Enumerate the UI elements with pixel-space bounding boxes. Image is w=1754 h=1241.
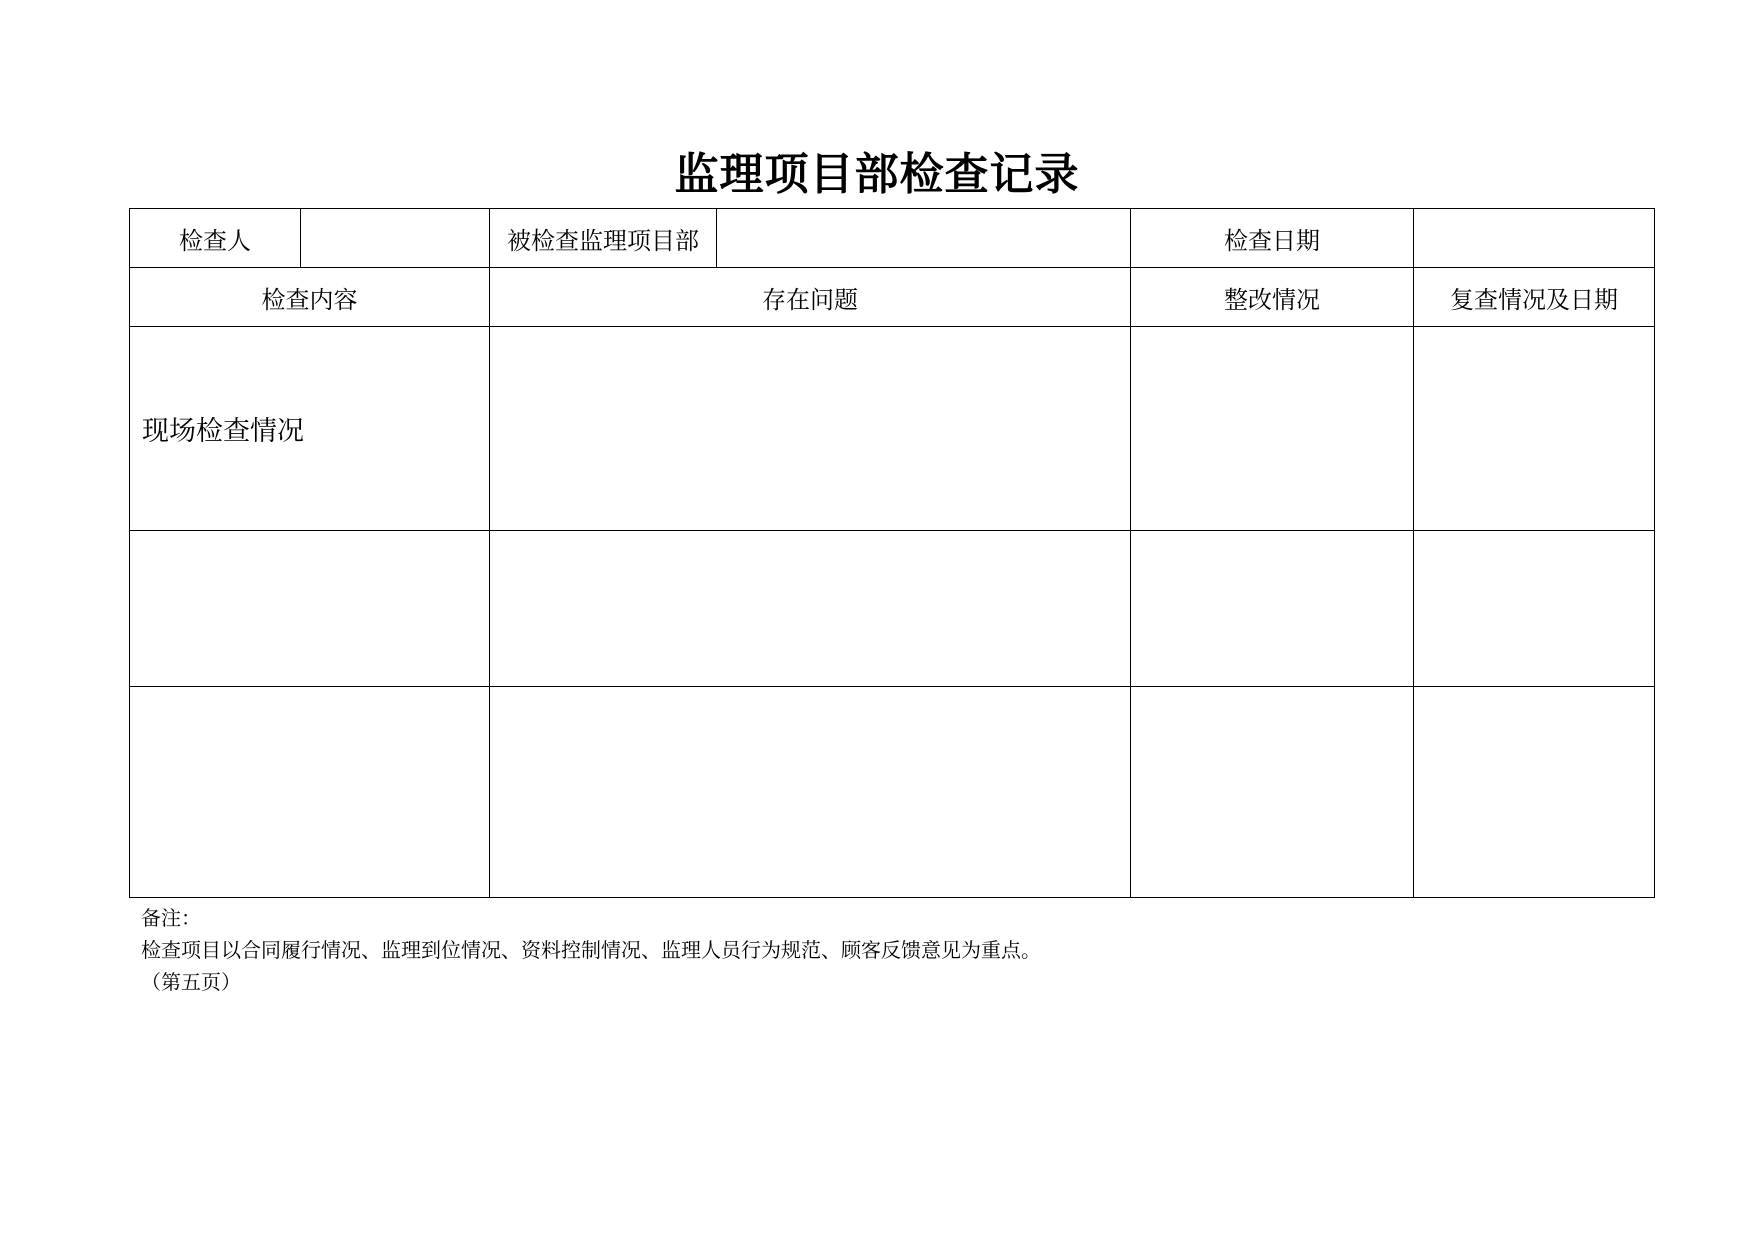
column-header-problems: 存在问题 <box>490 268 1131 327</box>
inspection-record-table <box>129 208 1655 898</box>
table-row <box>130 531 1655 687</box>
page-number: （第五页） <box>141 970 241 994</box>
row-content-cell[interactable] <box>130 687 490 898</box>
inspector-label: 检查人 <box>130 209 301 268</box>
row-content-cell: 现场检查情况 <box>130 327 490 531</box>
row-content-cell[interactable] <box>130 531 490 687</box>
inspection-date-label: 检查日期 <box>1131 209 1414 268</box>
row-problems-cell[interactable] <box>490 531 1131 687</box>
notes-text: 检查项目以合同履行情况、监理到位情况、资料控制情况、监理人员行为规范、顾客反馈意见为重点。 <box>141 938 1041 962</box>
row-problems-cell[interactable] <box>490 687 1131 898</box>
inspected-dept-field[interactable] <box>717 209 1131 268</box>
row-review-cell[interactable] <box>1414 687 1655 898</box>
page-title: 监理项目部检查记录 <box>674 149 1080 200</box>
column-header-review: 复查情况及日期 <box>1414 268 1655 327</box>
row-review-cell[interactable] <box>1414 327 1655 531</box>
table-row <box>130 327 1655 531</box>
notes-label: 备注： <box>141 906 201 930</box>
row-review-cell[interactable] <box>1414 531 1655 687</box>
column-header-row <box>130 268 1655 327</box>
header-info-row <box>130 209 1655 268</box>
row-rectification-cell[interactable] <box>1131 531 1414 687</box>
inspection-date-field[interactable] <box>1414 209 1655 268</box>
column-header-content: 检查内容 <box>130 268 490 327</box>
table-row <box>130 687 1655 898</box>
column-header-rectification: 整改情况 <box>1131 268 1414 327</box>
row-rectification-cell[interactable] <box>1131 687 1414 898</box>
inspected-dept-label: 被检查监理项目部 <box>490 209 717 268</box>
row-rectification-cell[interactable] <box>1131 327 1414 531</box>
row-problems-cell[interactable] <box>490 327 1131 531</box>
inspector-field[interactable] <box>301 209 490 268</box>
notes-section <box>141 902 1041 998</box>
